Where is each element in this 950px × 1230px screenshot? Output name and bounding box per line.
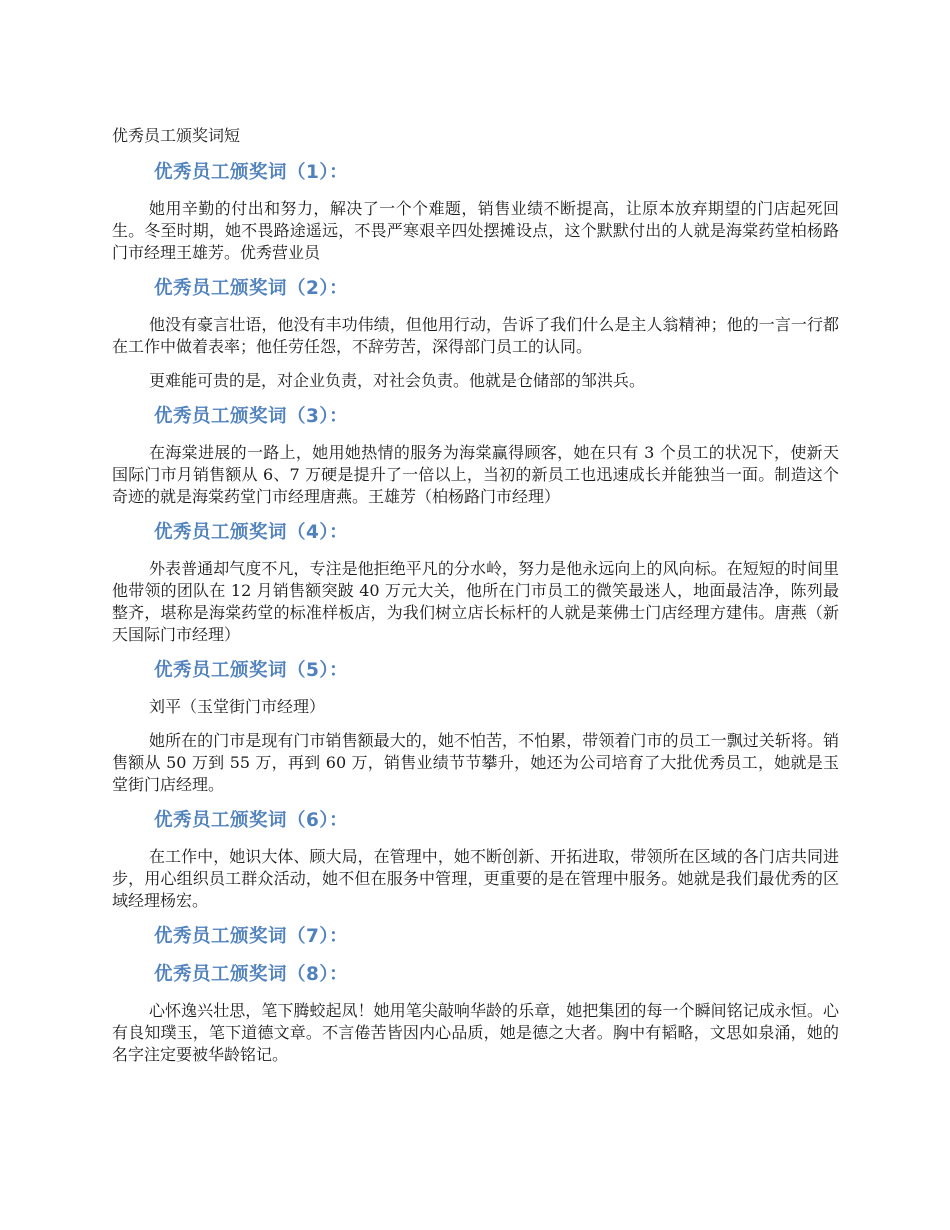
section-heading-8: 优秀员工颁奖词（8）： <box>154 964 349 985</box>
document-title: 优秀员工颁奖词短 <box>112 126 241 145</box>
section-5-paragraph-2: 她所在的门市是现有门市销售额最大的，她不怕苦，不怕累，带领着门市的员工一飘过关斩将。销售额从 50 万到 55 万，再到 60 万，销售业绩节节攀升，她还为公司培育了大批优秀员工，她就是玉堂街门店经理。 <box>112 731 839 794</box>
section-2-paragraph-2: 更难能可贵的是，对企业负责，对社会负责。他就是仓储部的邹洪兵。 <box>149 371 646 390</box>
section-heading-7: 优秀员工颁奖词（7）： <box>154 926 349 947</box>
section-6-paragraph-1: 在工作中，她识大体、顾大局，在管理中，她不断创新、开拓进取，带领所在区域的各门店共同进步，用心组织员工群众活动，她不但在服务中管理，更重要的是在管理中服务。她就是我们最优秀的区域经理杨宏。 <box>112 847 839 910</box>
section-1-paragraph-1: 她用辛勤的付出和努力，解决了一个个难题，销售业绩不断提高，让原本放弃期望的门店起死回生。冬至时期，她不畏路途遥远，不畏严寒艰辛四处摆摊设点，这个默默付出的人就是海棠药堂柏杨路门市经理王雄芳。优秀营业员 <box>112 199 839 262</box>
section-heading-6: 优秀员工颁奖词（6）： <box>154 810 349 831</box>
section-2-paragraph-1: 他没有豪言壮语，他没有丰功伟绩，但他用行动，告诉了我们什么是主人翁精神；他的一言一行都在工作中做着表率；他任劳任怨，不辞劳苦，深得部门员工的认同。 <box>112 315 839 356</box>
section-heading-2: 优秀员工颁奖词（2）： <box>154 278 349 299</box>
section-5-paragraph-1: 刘平（玉堂街门市经理） <box>149 697 326 716</box>
section-4-paragraph-1: 外表普通却气度不凡，专注是他拒绝平凡的分水岭，努力是他永远向上的风向标。在短短的时间里他带领的团队在 12 月销售额突跛 40 万元大关，他所在门市员工的微笑最迷人，地面最洁净，陈列最整齐，堪称是海棠药堂的标准样板店，为我们树立店长标杆的人就是莱佛士门店经理方建伟。唐燕（新天国际门市经理） <box>112 559 839 644</box>
section-heading-4: 优秀员工颁奖词（4）： <box>154 522 349 543</box>
section-heading-1: 优秀员工颁奖词（1）： <box>154 162 349 183</box>
document-page <box>112 124 839 1078</box>
section-heading-5: 优秀员工颁奖词（5）： <box>154 660 349 681</box>
section-heading-3: 优秀员工颁奖词（3）： <box>154 406 349 427</box>
section-3-paragraph-1: 在海棠进展的一路上，她用她热情的服务为海棠赢得顾客，她在只有 3 个员工的状况下，使新天国际门市月销售额从 6、7 万硬是提升了一倍以上，当初的新员工也迅速成长并能独当一面。制造这个奇迹的就是海棠药堂门市经理唐燕。王雄芳（柏杨路门市经理） <box>112 443 839 506</box>
section-8-paragraph-1: 心怀逸兴壮思，笔下腾蛟起凤！她用笔尖敲响华龄的乐章，她把集团的每一个瞬间铭记成永恒。心有良知璞玉，笔下道德文章。不言倦苦皆因内心品质，她是德之大者。胸中有韬略，文思如泉涌，她的名字注定要被华龄铭记。 <box>112 1001 839 1064</box>
